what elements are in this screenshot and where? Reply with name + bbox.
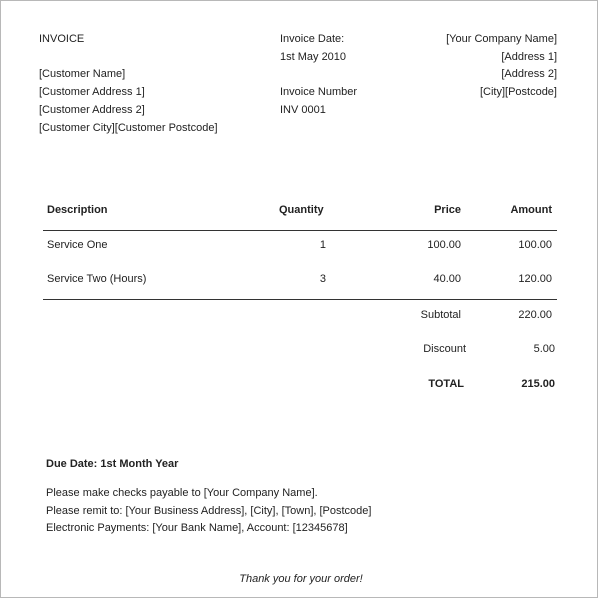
company-block bbox=[446, 31, 557, 102]
invoice-number-value: INV 0001 bbox=[280, 103, 326, 116]
row-2-amount: 120.00 bbox=[518, 273, 552, 285]
total-value: 215.00 bbox=[521, 378, 555, 390]
invoice-meta-block bbox=[280, 31, 357, 120]
discount-value: 5.00 bbox=[533, 343, 555, 355]
customer-name: [Customer Name] bbox=[39, 68, 126, 81]
subtotal-label: Subtotal bbox=[420, 309, 461, 321]
row-1-amount: 100.00 bbox=[518, 239, 552, 251]
header-description: Description bbox=[47, 204, 108, 216]
remit-line: Please remit to: [Your Business Address], [City], [Town], [Postcode] bbox=[46, 504, 372, 517]
row-2-quantity: 3 bbox=[319, 273, 326, 285]
customer-address-1: [Customer Address 1] bbox=[39, 86, 145, 99]
row-1-description: Service One bbox=[47, 239, 108, 251]
payment-instructions bbox=[46, 485, 371, 538]
row-2-description: Service Two (Hours) bbox=[47, 273, 147, 285]
discount-label: Discount bbox=[423, 343, 466, 355]
table-bottom-rule bbox=[43, 299, 557, 300]
cheques-line: Please make checks payable to [Your Company Name]. bbox=[46, 487, 318, 499]
company-address-2: [Address 2] bbox=[501, 68, 557, 81]
total-label: TOTAL bbox=[428, 378, 464, 390]
header-price: Price bbox=[434, 204, 461, 216]
header-quantity: Quantity bbox=[279, 204, 324, 216]
table-top-rule bbox=[43, 230, 557, 231]
header-amount: Amount bbox=[510, 204, 552, 216]
due-date: Due Date: 1st Month Year bbox=[46, 458, 179, 470]
customer-address-2: [Customer Address 2] bbox=[39, 103, 145, 116]
row-1-price: 100.00 bbox=[427, 239, 461, 251]
invoice-number-label: Invoice Number bbox=[280, 86, 358, 99]
invoice-date-value: 1st May 2010 bbox=[280, 50, 347, 63]
customer-block bbox=[39, 31, 218, 137]
row-2-price: 40.00 bbox=[433, 273, 461, 285]
invoice-title: INVOICE bbox=[39, 33, 85, 45]
subtotal-value: 220.00 bbox=[518, 309, 552, 321]
company-address-1: [Address 1] bbox=[501, 50, 557, 63]
company-city-postcode: [City][Postcode] bbox=[479, 86, 557, 99]
row-1-quantity: 1 bbox=[319, 239, 326, 251]
company-name: [Your Company Name] bbox=[446, 33, 557, 45]
thank-you-note: Thank you for your order! bbox=[239, 573, 363, 585]
invoice-date-label: Invoice Date: bbox=[280, 33, 345, 45]
customer-city-postcode: [Customer City][Customer Postcode] bbox=[39, 121, 218, 134]
electronic-payments-line: Electronic Payments: [Your Bank Name], Account: [12345678] bbox=[46, 522, 348, 534]
